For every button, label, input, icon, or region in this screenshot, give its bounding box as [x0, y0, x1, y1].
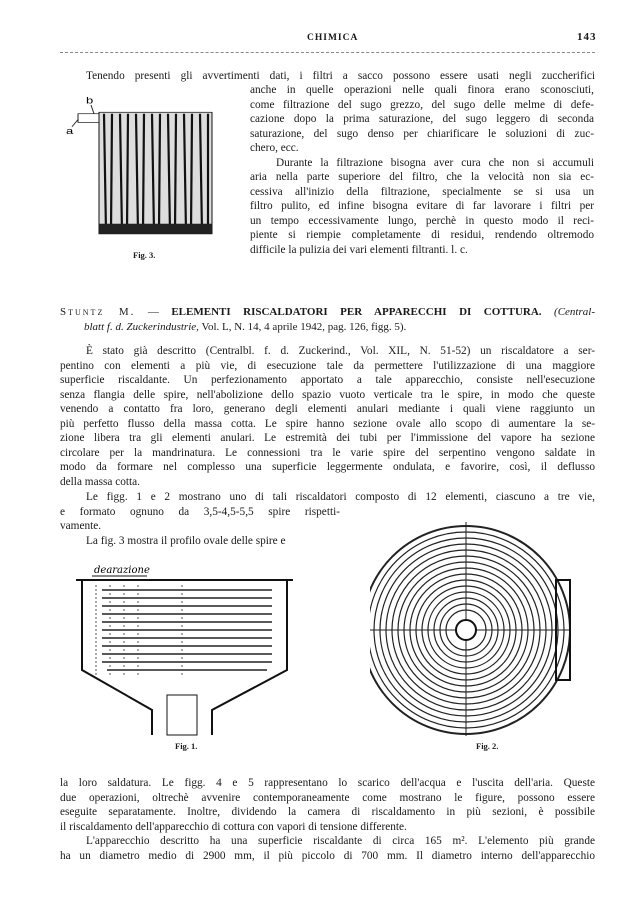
- body-line: modo da formare nel complesso una superficie leggermente ondulata, e favorire, così, il deflusso: [60, 461, 595, 473]
- fig3-caption: Fig. 3.: [133, 250, 156, 260]
- article-title: ELEMENTI RISCALDATORI PER APPARECCHI DI COTTURA.: [171, 306, 542, 318]
- figure-2-heater-plan: [370, 510, 590, 738]
- figure-3-filter-bag: [62, 92, 232, 244]
- article-source: [84, 320, 406, 334]
- source-journal: blatt f. d. Zuckerindustrie,: [84, 321, 199, 333]
- body-line: il riscaldamento dell'apparecchio di cottura con vapori di tensione differente.: [60, 820, 407, 833]
- body-line: zione libera tra gli elementi anulari. Le estremità dei tubi per l'immissione del vapore ha sezione: [60, 432, 595, 444]
- author: Stuntz M.: [60, 306, 136, 318]
- body-line: filtro pulito, ed infine bisogna evitare di far lavorare i filtri per: [250, 200, 594, 212]
- fig3-label-a: a: [66, 126, 74, 137]
- body-line: più perfetto flusso della massa cotta. Le spire hanno sezione ovale allo scopo di aumentare la se-: [60, 417, 595, 430]
- body-line: superficie riscaldante. Un perfezionamento apportato a tale apparecchio, consiste nell'esecuzione: [60, 374, 595, 386]
- body-line: come filtrazione del sugo grezzo, del sugo delle melme di defe-: [250, 98, 594, 111]
- body-line: la loro saldatura. Le figg. 4 e 5 rappresentano lo scarico dell'acqua e l'uscita dell'aria. Queste: [60, 777, 595, 789]
- dash: —: [135, 306, 172, 318]
- figure-1-heater-section: [62, 560, 307, 738]
- body-line: Durante la filtrazione bisogna aver cura che non si accumuli: [276, 156, 594, 169]
- body-line: un tempo eccessivamente lungo, perchè in questo modo il reci-: [250, 214, 594, 227]
- body-line: Le figg. 1 e 2 mostrano uno di tali riscaldatori composto di 12 elementi, ciascuno a tre vie,: [86, 491, 595, 503]
- source-details: Vol. L, N. 14, 4 aprile 1942, pag. 126, figg. 5).: [198, 321, 407, 333]
- fig2-caption: Fig. 2.: [476, 741, 499, 751]
- body-line: pentino con elementi a più vie, di esecuzione tale da permettere l'utilizzazione di una maggiore: [60, 359, 595, 372]
- fig1-label: dearazione: [94, 565, 150, 576]
- body-line: L'apparecchio descritto ha una superficie riscaldante di circa 165 m². L'elemento più grande: [86, 835, 595, 847]
- body-line: e formato ognuno da 3,5-4,5-5,5 spire rispetti-: [60, 505, 340, 518]
- body-line: della massa cotta.: [60, 475, 140, 488]
- body-line: eseguite separatamente. Inoltre, dividendo la camera di riscaldamento in più sezioni, è possibile: [60, 806, 595, 818]
- body-line: circolare per la mandrinatura. Le connessioni tra le varie spire del serpentino vengono saldate in: [60, 446, 595, 459]
- body-line: vamente.: [60, 520, 102, 532]
- body-line: saturazione, del sugo denso per chiarificare le soluzioni di zuc-: [250, 127, 594, 140]
- header-rule: [60, 52, 595, 53]
- body-line: due operazioni, oltrechè avvenire contemporaneamente come mostrano le figure, possono essere: [60, 791, 595, 804]
- body-line: ha un diametro medio di 2900 mm, il più piccolo di 700 mm. Il diametro interno dell'apparecchio: [60, 849, 595, 862]
- body-line: È stato già descritto (Centralbl. f. d. Zuckerind., Vol. XIL, N. 51-52) un riscaldatore a ser-: [86, 345, 595, 357]
- body-line: chero, ecc.: [250, 142, 299, 154]
- running-header: CHIMICA: [307, 33, 359, 43]
- body-line: aria nella parte superiore del filtro, che la velocità non sia ec-: [250, 171, 594, 183]
- body-line: La fig. 3 mostra il profilo ovale delle spire e: [86, 534, 286, 547]
- fig3-label-b: b: [86, 96, 94, 107]
- body-line: cessiva all'inizio della filtrazione, specialmente se si usa un: [250, 185, 594, 198]
- article-heading: [60, 305, 595, 319]
- body-line: senza flangia delle spire, nell'abolizione dello spazio vuoto verticale tra le spire, in modo che queste: [60, 388, 595, 401]
- body-line: difficile la pulizia dei vari elementi filtranti. l. c.: [250, 243, 468, 256]
- body-line: venendo a contatto fra loro, generano degli elementi anulari mediante i quali viene raggiunto un: [60, 403, 595, 415]
- body-line: anche in quelle operazioni nelle quali finora erano sconosciuti,: [250, 84, 594, 96]
- fig1-caption: Fig. 1.: [175, 741, 198, 751]
- body-line: piente si riempie completamente di residui, rendendo oltremodo: [250, 229, 594, 241]
- body-line: cazione dopo la prima saturazione, del sugo leggero di seconda: [250, 113, 594, 125]
- body-line: Tenendo presenti gli avvertimenti dati, i filtri a sacco possono essere usati negli zuccherifici: [86, 70, 595, 82]
- source-1: (Central-: [554, 306, 595, 318]
- page-number: 143: [577, 31, 597, 43]
